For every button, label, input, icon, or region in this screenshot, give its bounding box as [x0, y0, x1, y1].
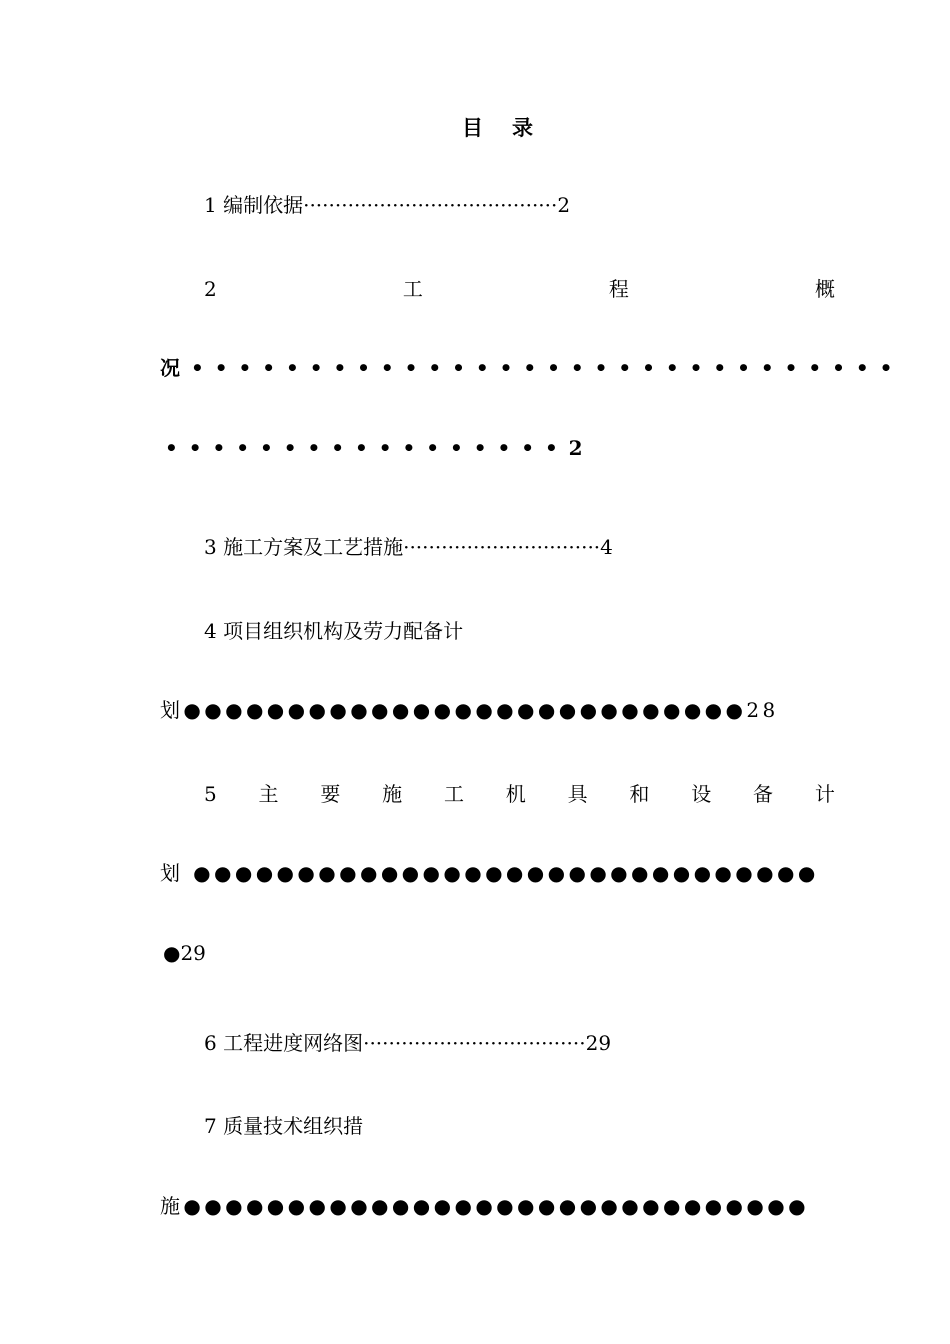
toc-entry-5-heading[interactable] — [204, 782, 835, 806]
toc-entry-5-word: 计 — [814, 782, 835, 806]
toc-entry-2-leader[interactable]: 况 • • • • • • • • • • • • • • • • • • • • • • • • • • • • • • — [160, 356, 895, 380]
toc-entry-5-word: 工 — [443, 782, 464, 806]
toc-entry-4-leader[interactable]: 划●●●●●●●●●●●●●●●●●●●●●●●●●●●28 — [160, 698, 779, 722]
toc-entry-2-word: 2 — [204, 277, 217, 301]
toc-entry-3[interactable]: 3 施工方案及工艺措施·······························4 — [204, 535, 613, 559]
toc-entry-2-word: 工 — [402, 277, 423, 301]
toc-title-right: 录 — [512, 115, 534, 140]
toc-entry-5-word: 和 — [629, 782, 650, 806]
toc-entry-6[interactable]: 6 工程进度网络图···································29 — [204, 1031, 612, 1055]
toc-entry-5-leader-cont[interactable]: ●29 — [163, 941, 206, 965]
toc-title — [462, 116, 534, 140]
toc-entry-5-word: 主 — [258, 782, 279, 806]
toc-entry-2-leader-cont[interactable]: • • • • • • • • • • • • • • • • • 2 — [165, 436, 585, 460]
toc-title-left: 目 — [462, 115, 484, 140]
toc-entry-5-word: 施 — [382, 782, 403, 806]
toc-entry-5-word: 机 — [505, 782, 526, 806]
toc-entry-7[interactable]: 7 质量技术组织措 — [204, 1114, 364, 1138]
toc-entry-5-word: 具 — [567, 782, 588, 806]
toc-entry-2-heading[interactable] — [204, 277, 835, 301]
toc-entry-2-word: 概 — [814, 277, 835, 301]
toc-entry-5-word: 备 — [753, 782, 774, 806]
toc-entry-5-word: 要 — [320, 782, 341, 806]
toc-entry-4[interactable]: 4 项目组织机构及劳力配备计 — [204, 619, 464, 643]
toc-entry-5-leader[interactable]: 划 ●●●●●●●●●●●●●●●●●●●●●●●●●●●●●● — [160, 861, 819, 885]
toc-entry-5-word: 5 — [204, 782, 217, 806]
toc-entry-2-word: 程 — [608, 277, 629, 301]
toc-entry-5-word: 设 — [691, 782, 712, 806]
toc-entry-7-leader[interactable]: 施●●●●●●●●●●●●●●●●●●●●●●●●●●●●●● — [160, 1194, 809, 1218]
toc-entry-1[interactable]: 1 编制依据········································2 — [204, 193, 571, 217]
